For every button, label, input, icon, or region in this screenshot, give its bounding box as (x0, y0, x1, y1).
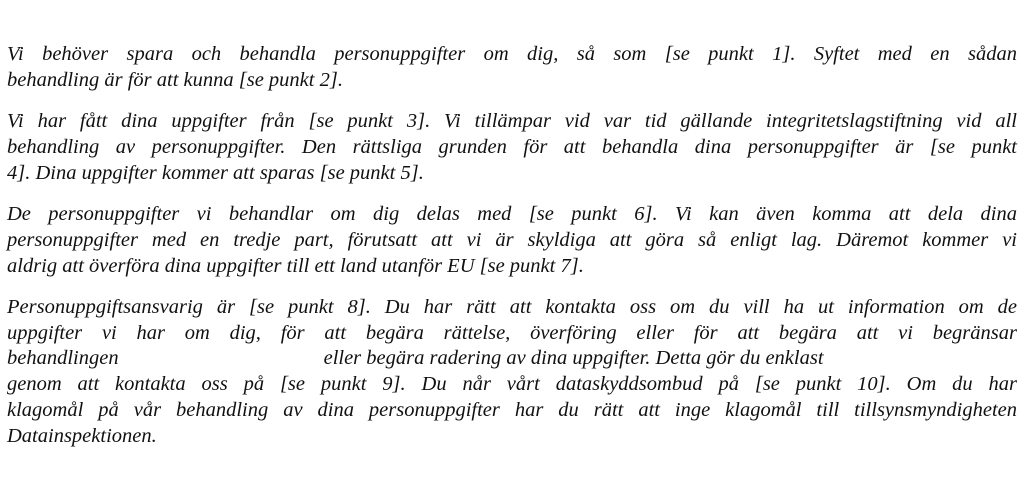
text-line: behandling är för att kunna [se punkt 2]. (7, 68, 343, 91)
paragraph-purpose (7, 42, 1017, 94)
text-line: Datainspektionen. (7, 424, 157, 447)
paragraph-sharing (7, 202, 1017, 279)
text-line: klagomål på vår behandling av dina personuppgifter har du rätt att inge klagomål till tillsynsmyndigheten (7, 399, 1017, 422)
text-line: Vi har fått dina uppgifter från [se punkt 3]. Vi tillämpar vid var tid gällande integritetslagstiftning vid all (7, 110, 1017, 133)
document-body (7, 42, 1017, 465)
text-line: aldrig att överföra dina uppgifter till ett land utanför EU [se punkt 7]. (7, 254, 584, 277)
text-line: De personuppgifter vi behandlar om dig delas med [se punkt 6]. Vi kan även komma att dela dina (7, 202, 1017, 225)
text-line: genom att kontakta oss på [se punkt 9]. Du når vårt dataskyddsombud på [se punkt 10]. Om du har (7, 373, 1017, 396)
text-line: personuppgifter med en tredje part, förutsatt att vi är skyldiga att göra så enligt lag. Däremot kommer vi (7, 228, 1017, 251)
text-line-split (7, 346, 1017, 372)
paragraph-rights (7, 295, 1017, 450)
text-line: uppgifter vi har om dig, för att begära rättelse, överföring eller för att begära att vi begränsar (7, 321, 1017, 344)
text-fragment: eller begära radering av dina uppgifter. Detta gör du enklast (323, 347, 824, 370)
text-fragment: behandlingen (7, 347, 119, 370)
text-line: 4]. Dina uppgifter kommer att sparas [se punkt 5]. (7, 161, 424, 184)
text-line: Vi behöver spara och behandla personuppgifter om dig, så som [se punkt 1]. Syftet med en sådan (7, 43, 1017, 65)
paragraph-source-legal-basis (7, 109, 1017, 186)
text-line: behandling av personuppgifter. Den rättsliga grunden för att behandla dina personuppgifter är [se punkt (7, 135, 1017, 158)
text-line: Personuppgiftsansvarig är [se punkt 8]. Du har rätt att kontakta oss om du vill ha ut information om de (7, 295, 1017, 318)
